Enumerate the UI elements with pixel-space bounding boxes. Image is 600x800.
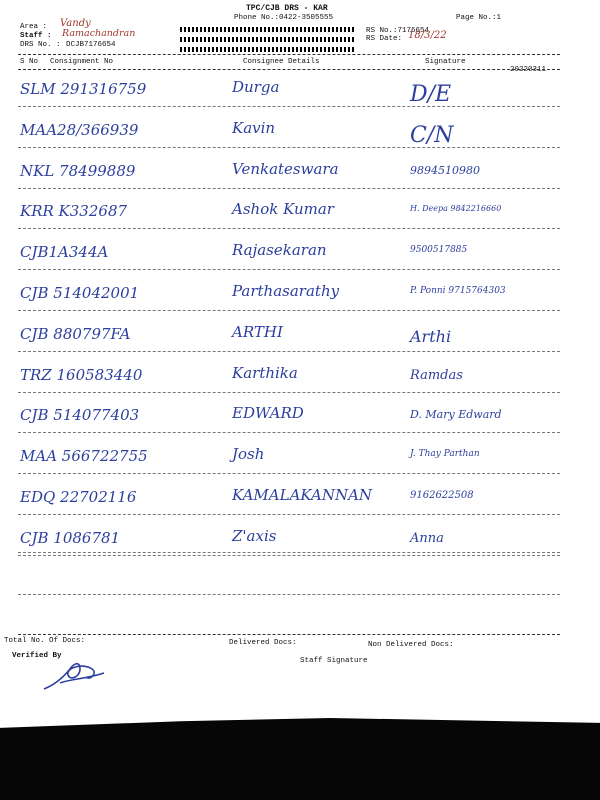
consignee-name: Rajasekaran xyxy=(232,241,327,260)
verified-signature xyxy=(40,655,110,695)
consignee-name: Venkateswara xyxy=(232,159,339,178)
area-label: Area : xyxy=(20,23,48,31)
consignee-name: Durga xyxy=(232,78,280,96)
non-delivered-docs-label: Non Delivered Docs: xyxy=(368,641,454,649)
consignment-number: CJB1A344A xyxy=(20,243,109,262)
staff-value: Ramachandran xyxy=(62,28,136,39)
staff-label: Staff : xyxy=(20,32,52,40)
signature-entry: Arthi xyxy=(410,326,452,346)
row-divider xyxy=(18,269,560,270)
row-divider xyxy=(18,147,560,148)
row-divider xyxy=(18,473,560,474)
total-docs-label: Total No. Of Docs: xyxy=(4,637,86,645)
row-divider xyxy=(18,106,560,107)
header-divider xyxy=(18,54,560,55)
staff-signature-label: Staff Signature xyxy=(300,657,368,665)
column-header-divider xyxy=(18,69,560,70)
row-divider xyxy=(18,392,560,393)
barcode-middle xyxy=(180,37,355,42)
consignment-number: CJB 1086781 xyxy=(20,528,121,547)
date-code: 20220311 xyxy=(510,66,547,74)
row-divider xyxy=(18,514,560,515)
scan-shadow xyxy=(0,718,600,800)
signature-entry: C/N xyxy=(410,122,454,148)
column-consignee: Consignee Details xyxy=(243,58,320,66)
consignment-number: NKL 78499889 xyxy=(20,161,136,180)
consignee-name: ARTHI xyxy=(232,322,283,341)
delivered-docs-label: Delivered Docs: xyxy=(229,639,297,647)
sheet-title: TPC/CJB DRS - KAR xyxy=(246,4,328,13)
drs-no-value: DCJB7176654 xyxy=(66,41,116,49)
signature-entry: 9162622508 xyxy=(410,490,474,501)
consignee-name: Ashok Kumar xyxy=(232,200,334,219)
consignment-number: MAA28/366939 xyxy=(20,120,139,139)
row-divider xyxy=(18,310,560,311)
row-divider xyxy=(18,432,560,433)
signature-entry: Anna xyxy=(410,530,444,546)
barcode-top xyxy=(180,27,355,32)
consignment-number: SLM 291316759 xyxy=(20,80,147,98)
area-value: Vandy xyxy=(60,18,91,29)
signature-entry: Ramdas xyxy=(410,367,463,383)
row-divider xyxy=(18,555,560,556)
rs-no: RS No.:7176654 xyxy=(366,27,430,35)
row-divider xyxy=(18,351,560,352)
barcode-bottom xyxy=(180,47,355,52)
consignee-name: Josh xyxy=(232,445,265,464)
signature-entry: 9500517885 xyxy=(410,245,468,256)
rs-date-label: RS Date: xyxy=(366,35,403,43)
consignment-number: TRZ 160583440 xyxy=(20,365,143,384)
signature-entry: 9894510980 xyxy=(410,163,480,177)
column-consignment: Consignment No xyxy=(50,58,114,66)
page-number: Page No.:1 xyxy=(456,14,502,22)
consignee-name: Kavin xyxy=(232,118,276,137)
signature-entry: D/E xyxy=(410,82,452,107)
column-signature: Signature xyxy=(425,58,466,66)
phone-number: Phone No.:0422-3505555 xyxy=(234,14,334,22)
consignee-name: Parthasarathy xyxy=(232,282,340,300)
verified-by-label: Verified By xyxy=(12,652,62,660)
consignment-number: MAA 566722755 xyxy=(20,447,148,466)
consignee-name: Z'axis xyxy=(232,526,277,545)
consignment-number: KRR K332687 xyxy=(20,202,128,221)
signature-entry: P. Ponni 9715764303 xyxy=(410,286,506,296)
consignee-name: Karthika xyxy=(232,363,298,382)
row-divider xyxy=(18,594,560,595)
signature-entry: D. Mary Edward xyxy=(410,408,502,422)
signature-entry: H. Deepa 9842216660 xyxy=(410,204,502,214)
column-sno: S No xyxy=(20,58,39,66)
signature-entry: J. Thay Parthan xyxy=(410,449,480,460)
footer-divider xyxy=(18,634,560,635)
consignee-name: KAMALAKANNAN xyxy=(232,486,373,504)
consignment-number: CJB 514042001 xyxy=(20,284,140,302)
row-divider xyxy=(18,188,560,189)
rs-date-value: 18/3/22 xyxy=(408,30,447,41)
row-divider xyxy=(18,552,560,553)
consignment-number: CJB 880797FA xyxy=(20,324,131,343)
consignee-name: EDWARD xyxy=(232,404,304,423)
drs-no-label: DRS No. : xyxy=(20,41,61,49)
consignment-number: CJB 514077403 xyxy=(20,406,140,425)
row-divider xyxy=(18,228,560,229)
consignment-number: EDQ 22702116 xyxy=(20,488,137,506)
